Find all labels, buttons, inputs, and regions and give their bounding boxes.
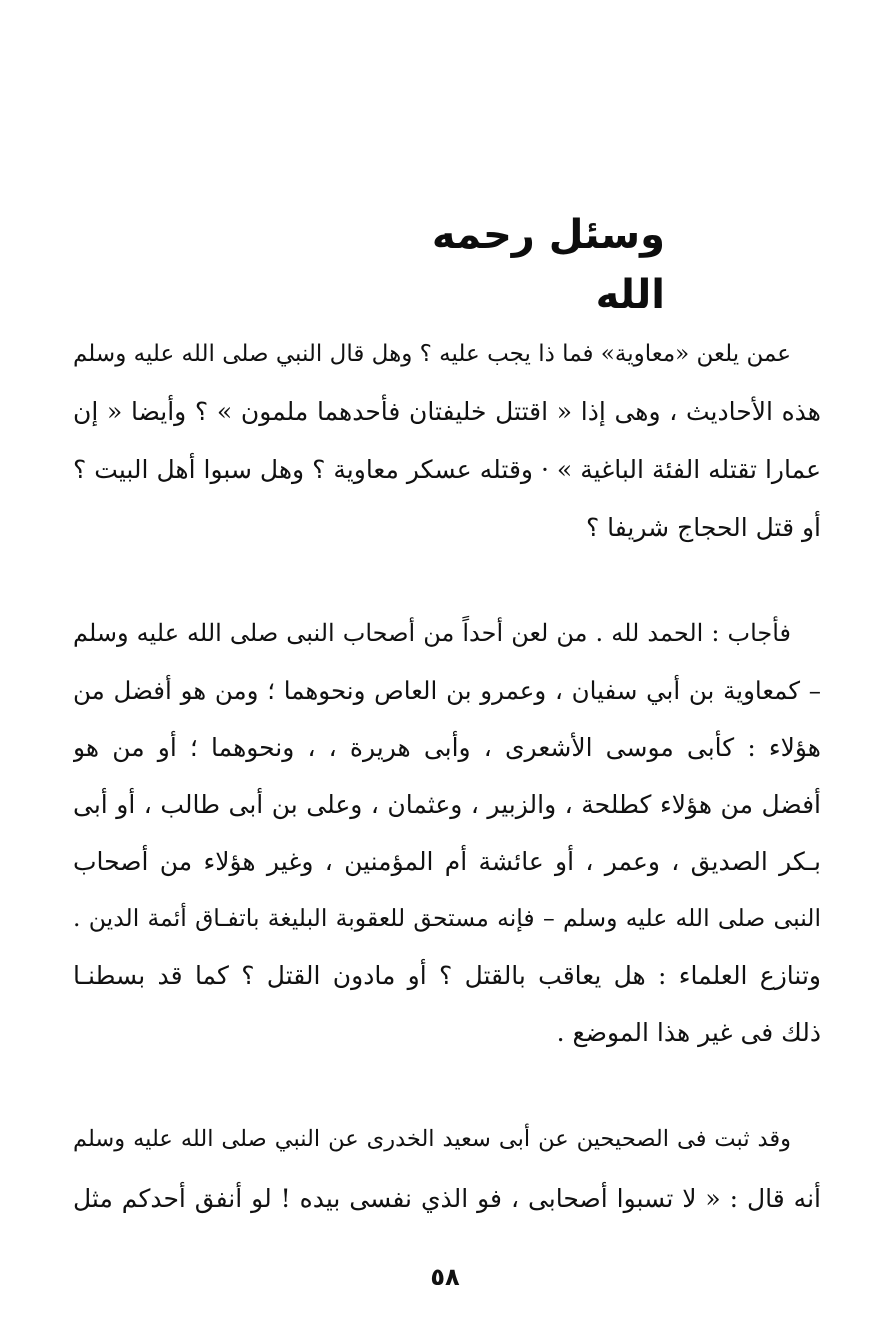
text-line: وقد ثبت فى الصحيحين عن أبى سعيد الخدرى عن النبي صلى الله عليه وسلم: [73, 1126, 791, 1152]
page-number: ٥٨: [430, 1263, 460, 1291]
continuation-paragraph: [73, 1109, 821, 1229]
question-paragraph: [73, 325, 821, 557]
text-line: أو قتل الحجاج شريفا ؟: [585, 513, 821, 542]
section-heading: وسئل رحمه الله: [431, 212, 665, 318]
text-line: فأجاب : الحمد لله . من لعن أحداً من أصحاب النبى صلى الله عليه وسلم: [73, 619, 791, 647]
text-line: بـكر الصديق ، وعمر ، أو عائشة أم المؤمنين ، وغير هؤلاء من أصحاب: [73, 847, 821, 876]
text-line: عمارا تقتله الفئة الباغية » · وقتله عسكر معاوية ؟ وهل سبوا أهل البيت ؟: [73, 455, 821, 484]
text-line: هؤلاء : كأبى موسى الأشعرى ، وأبى هريرة ، ، ونحوهما ؛ أو من هو: [73, 733, 821, 762]
text-line: النبى صلى الله عليه وسلم – فإنه مستحق للعقوبة البليغة باتفـاق أئمة الدين .: [73, 904, 821, 932]
text-line: أفضل من هؤلاء كطلحة ، والزبير ، وعثمان ، وعلى بن أبى طالب ، أو أبى: [73, 790, 821, 819]
text-line: عمن يلعن «معاوية» فما ذا يجب عليه ؟ وهل قال النبي صلى الله عليه وسلم: [73, 341, 791, 367]
text-line: ذلك فى غير هذا الموضع .: [556, 1018, 821, 1047]
text-line: أنه قال : « لا تسبوا أصحابى ، فو الذي نفسى بيده ! لو أنفق أحدكم مثل: [73, 1184, 821, 1213]
text-line: هذه الأحاديث ، وهى إذا « اقتتل خليفتان فأحدهما ملمون » ؟ وأيضا « إن: [73, 397, 821, 426]
text-line: وتنازع العلماء : هل يعاقب بالقتل ؟ أو مادون القتل ؟ كما قد بسطنـا: [73, 961, 821, 990]
answer-paragraph: [73, 605, 821, 1061]
text-line: – كمعاوية بن أبي سفيان ، وعمرو بن العاص ونحوهما ؛ ومن هو أفضل من: [73, 676, 821, 705]
